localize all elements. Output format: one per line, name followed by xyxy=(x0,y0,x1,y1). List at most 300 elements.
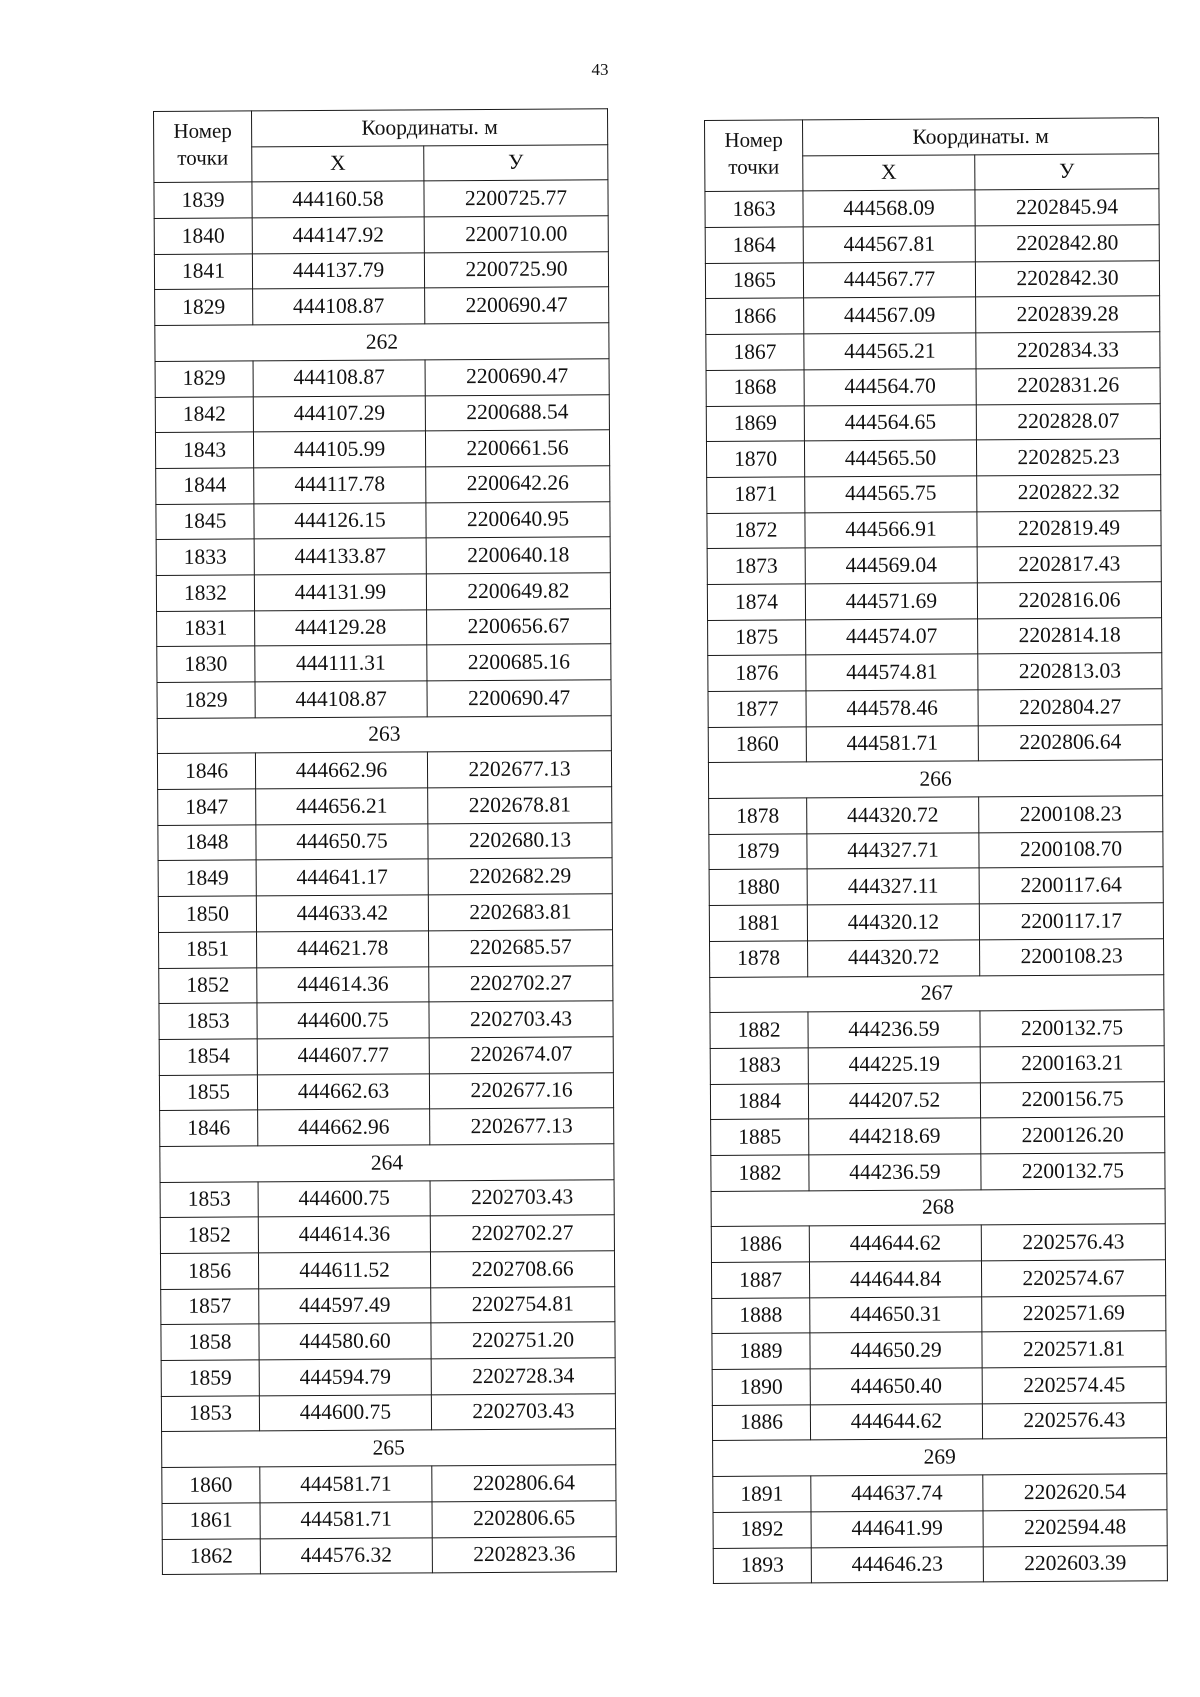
point-number-cell: 1864 xyxy=(705,227,803,263)
y-coordinate-cell: 2202677.13 xyxy=(427,751,611,788)
table-row xyxy=(159,1001,613,1039)
x-coordinate-cell: 444581.71 xyxy=(806,726,978,763)
x-coordinate-cell: 444111.31 xyxy=(255,645,427,682)
x-coordinate-cell: 444117.78 xyxy=(254,467,426,504)
y-coordinate-cell: 2202816.06 xyxy=(977,582,1161,619)
table-row xyxy=(159,930,613,968)
x-coordinate-cell: 444600.75 xyxy=(258,1180,430,1217)
table-row xyxy=(707,510,1161,548)
y-coordinate-cell: 2202845.94 xyxy=(975,189,1159,226)
table-row xyxy=(159,965,613,1003)
y-coordinate-cell: 2200642.26 xyxy=(426,466,610,503)
x-coordinate-cell: 444641.99 xyxy=(811,1511,983,1548)
y-coordinate-cell: 2202594.48 xyxy=(983,1510,1167,1547)
x-coordinate-cell: 444600.75 xyxy=(257,1002,429,1039)
x-coordinate-cell: 444566.91 xyxy=(805,511,977,548)
point-number-cell: 1874 xyxy=(707,584,805,620)
x-coordinate-cell: 444641.17 xyxy=(256,859,428,896)
section-number: 263 xyxy=(157,715,611,753)
y-coordinate-cell: 2202834.33 xyxy=(976,332,1160,369)
x-coordinate-cell: 444633.42 xyxy=(256,895,428,932)
y-coordinate-cell: 2202574.67 xyxy=(981,1260,1165,1297)
point-number-cell: 1852 xyxy=(160,1217,258,1253)
table-row xyxy=(705,189,1159,227)
y-column-header: У xyxy=(424,144,608,181)
x-coordinate-cell: 444614.36 xyxy=(258,1216,430,1253)
x-coordinate-cell: 444581.71 xyxy=(260,1502,432,1539)
point-number-cell: 1840 xyxy=(154,218,252,254)
x-coordinate-cell: 444236.59 xyxy=(808,1011,980,1048)
point-number-cell: 1886 xyxy=(712,1405,810,1441)
table-row xyxy=(707,546,1161,584)
coordinates-table-right xyxy=(704,117,1168,1584)
table-row xyxy=(713,1545,1167,1583)
point-number-cell: 1846 xyxy=(160,1110,258,1146)
table-row xyxy=(713,1474,1167,1512)
y-coordinate-cell: 2200132.75 xyxy=(981,1153,1165,1190)
section-row xyxy=(713,1438,1167,1476)
point-number-cell: 1852 xyxy=(159,967,257,1003)
point-number-cell: 1866 xyxy=(706,298,804,334)
table-row xyxy=(159,1037,613,1075)
x-coordinate-cell: 444564.65 xyxy=(804,404,976,441)
table-row xyxy=(154,216,608,254)
x-coordinate-cell: 444107.29 xyxy=(253,395,425,432)
table-row xyxy=(160,1179,614,1217)
point-number-cell: 1890 xyxy=(712,1369,810,1405)
x-coordinate-cell: 444644.62 xyxy=(809,1225,981,1262)
point-number-cell: 1878 xyxy=(709,798,807,834)
y-coordinate-cell: 2200108.70 xyxy=(979,831,1163,868)
y-coordinate-cell: 2200108.23 xyxy=(979,796,1163,833)
table-row xyxy=(708,689,1162,727)
y-coordinate-cell: 2202680.13 xyxy=(428,822,612,859)
x-coordinate-cell: 444644.62 xyxy=(810,1404,982,1441)
x-coordinate-cell: 444567.77 xyxy=(803,262,975,299)
y-coordinate-cell: 2200690.47 xyxy=(425,359,609,396)
point-number-cell: 1881 xyxy=(709,905,807,941)
y-coordinate-cell: 2202817.43 xyxy=(977,546,1161,583)
table-row xyxy=(711,1260,1165,1298)
point-number-cell: 1830 xyxy=(157,646,255,682)
y-coordinate-cell: 2202683.81 xyxy=(428,894,612,931)
x-coordinate-cell: 444650.40 xyxy=(810,1368,982,1405)
x-coordinate-cell: 444105.99 xyxy=(253,431,425,468)
table-row xyxy=(705,225,1159,263)
y-coordinate-cell: 2200117.64 xyxy=(979,867,1163,904)
point-number-cell: 1843 xyxy=(155,432,253,468)
point-number-cell: 1829 xyxy=(155,289,253,325)
table-row xyxy=(711,1153,1165,1191)
section-row xyxy=(155,323,609,361)
x-coordinate-cell: 444218.69 xyxy=(809,1118,981,1155)
point-number-cell: 1849 xyxy=(158,860,256,896)
y-coordinate-cell: 2202839.28 xyxy=(976,296,1160,333)
x-column-header: X xyxy=(803,155,975,192)
section-number: 269 xyxy=(713,1438,1167,1476)
y-coordinate-cell: 2202819.49 xyxy=(977,510,1161,547)
x-coordinate-cell: 444569.04 xyxy=(805,547,977,584)
y-coordinate-cell: 2200690.47 xyxy=(427,680,611,717)
x-coordinate-cell: 444594.79 xyxy=(259,1359,431,1396)
point-number-cell: 1871 xyxy=(707,477,805,513)
table-row xyxy=(708,653,1162,691)
x-coordinate-cell: 444662.96 xyxy=(255,752,427,789)
table-row xyxy=(162,1465,616,1503)
point-number-cell: 1882 xyxy=(711,1155,809,1191)
x-coordinate-cell: 444320.12 xyxy=(807,904,979,941)
table-row xyxy=(158,787,612,825)
x-coordinate-cell: 444568.09 xyxy=(803,190,975,227)
x-coordinate-cell: 444129.28 xyxy=(255,609,427,646)
table-row xyxy=(162,1536,616,1574)
point-number-cell: 1887 xyxy=(711,1262,809,1298)
point-number-cell: 1883 xyxy=(710,1048,808,1084)
table-row xyxy=(158,894,612,932)
table-row xyxy=(706,439,1160,477)
point-number-cell: 1831 xyxy=(157,611,255,647)
x-coordinate-cell: 444327.11 xyxy=(807,868,979,905)
x-coordinate-cell: 444565.75 xyxy=(805,476,977,513)
y-coordinate-cell: 2202677.16 xyxy=(429,1072,613,1109)
y-coordinate-cell: 2202576.43 xyxy=(982,1402,1166,1439)
table-row xyxy=(160,1108,614,1146)
point-number-cell: 1846 xyxy=(157,753,255,789)
y-coordinate-cell: 2202682.29 xyxy=(428,858,612,895)
table-row xyxy=(708,617,1162,655)
y-coordinate-cell: 2202574.45 xyxy=(982,1367,1166,1404)
x-coordinate-cell: 444600.75 xyxy=(259,1395,431,1432)
point-number-cell: 1889 xyxy=(712,1333,810,1369)
y-coordinate-cell: 2202603.39 xyxy=(983,1545,1167,1582)
y-coordinate-cell: 2200117.17 xyxy=(979,903,1163,940)
table-row xyxy=(160,1251,614,1289)
point-number-cell: 1856 xyxy=(160,1253,258,1289)
x-coordinate-cell: 444574.07 xyxy=(806,618,978,655)
y-coordinate-cell: 2202576.43 xyxy=(981,1224,1165,1261)
point-number-cell: 1862 xyxy=(162,1538,260,1574)
x-coordinate-cell: 444637.74 xyxy=(811,1475,983,1512)
y-coordinate-cell: 2202814.18 xyxy=(978,617,1162,654)
table-row xyxy=(158,858,612,896)
point-number-cell: 1859 xyxy=(161,1360,259,1396)
y-coordinate-cell: 2202678.81 xyxy=(428,787,612,824)
point-number-cell: 1829 xyxy=(157,682,255,718)
table-row xyxy=(155,430,609,468)
table-row xyxy=(706,296,1160,334)
section-number: 262 xyxy=(155,323,609,361)
section-row xyxy=(708,760,1162,798)
x-coordinate-cell: 444650.75 xyxy=(256,824,428,861)
table-row xyxy=(709,831,1163,869)
point-number-cell: 1829 xyxy=(155,361,253,397)
x-coordinate-cell: 444644.84 xyxy=(809,1261,981,1298)
table-row xyxy=(155,394,609,432)
table-row xyxy=(706,403,1160,441)
y-coordinate-cell: 2202728.34 xyxy=(431,1358,615,1395)
table-row xyxy=(156,501,610,539)
x-coordinate-cell: 444581.71 xyxy=(260,1466,432,1503)
x-coordinate-cell: 444580.60 xyxy=(259,1323,431,1360)
section-row xyxy=(160,1144,614,1182)
coordinates-table-left xyxy=(153,108,617,1575)
point-number-cell: 1865 xyxy=(705,263,803,299)
y-coordinate-cell: 2202825.23 xyxy=(976,439,1160,476)
x-coordinate-cell: 444126.15 xyxy=(254,502,426,539)
point-number-cell: 1870 xyxy=(706,441,804,477)
point-number-cell: 1860 xyxy=(162,1467,260,1503)
x-coordinate-cell: 444133.87 xyxy=(254,538,426,575)
x-coordinate-cell: 444564.70 xyxy=(804,369,976,406)
x-coordinate-cell: 444327.71 xyxy=(807,833,979,870)
table-row xyxy=(162,1501,616,1539)
x-coordinate-cell: 444108.87 xyxy=(253,288,425,325)
page-number: 43 xyxy=(591,60,609,79)
table-row xyxy=(710,1046,1164,1084)
point-number-cell: 1853 xyxy=(161,1396,259,1432)
x-coordinate-cell: 444656.21 xyxy=(256,788,428,825)
point-number-cell: 1863 xyxy=(705,191,803,227)
y-coordinate-cell: 2202813.03 xyxy=(978,653,1162,690)
table-row xyxy=(154,180,608,218)
table-body-left xyxy=(154,180,616,1575)
x-coordinate-cell: 444662.96 xyxy=(258,1109,430,1146)
x-coordinate-cell: 444236.59 xyxy=(809,1154,981,1191)
x-coordinate-cell: 444574.81 xyxy=(806,654,978,691)
table-row xyxy=(712,1367,1166,1405)
table-row xyxy=(708,724,1162,762)
point-number-cell: 1832 xyxy=(156,575,254,611)
y-coordinate-cell: 2202842.80 xyxy=(975,225,1159,262)
table-row xyxy=(713,1510,1167,1548)
table-row xyxy=(712,1402,1166,1440)
x-coordinate-cell: 444614.36 xyxy=(257,966,429,1003)
point-number-cell: 1858 xyxy=(161,1324,259,1360)
point-number-cell: 1847 xyxy=(158,789,256,825)
y-coordinate-cell: 2202831.26 xyxy=(976,368,1160,405)
point-number-cell: 1880 xyxy=(709,869,807,905)
x-coordinate-cell: 444567.81 xyxy=(803,226,975,263)
y-coordinate-cell: 2200156.75 xyxy=(980,1081,1164,1118)
section-number: 268 xyxy=(711,1188,1165,1226)
point-number-cell: 1857 xyxy=(161,1289,259,1325)
y-coordinate-cell: 2200661.56 xyxy=(425,430,609,467)
table-row xyxy=(707,475,1161,513)
table-row xyxy=(711,1224,1165,1262)
table-row xyxy=(710,1010,1164,1048)
y-coordinate-cell: 2200649.82 xyxy=(426,573,610,610)
y-coordinate-cell: 2200108.23 xyxy=(980,939,1164,976)
x-coordinate-cell: 444160.58 xyxy=(252,181,424,218)
point-number-cell: 1876 xyxy=(708,655,806,691)
y-coordinate-cell: 2202620.54 xyxy=(983,1474,1167,1511)
y-coordinate-cell: 2202677.13 xyxy=(430,1108,614,1145)
x-coordinate-cell: 444108.87 xyxy=(255,681,427,718)
table-row xyxy=(712,1295,1166,1333)
point-number-cell: 1891 xyxy=(713,1476,811,1512)
y-coordinate-cell: 2202702.27 xyxy=(429,965,613,1002)
y-coordinate-cell: 2200640.95 xyxy=(426,501,610,538)
table-row xyxy=(712,1331,1166,1369)
section-number: 266 xyxy=(708,760,1162,798)
point-number-cell: 1875 xyxy=(708,620,806,656)
point-number-cell: 1842 xyxy=(155,396,253,432)
point-number-cell: 1877 xyxy=(708,691,806,727)
table-row xyxy=(706,332,1160,370)
table-row xyxy=(159,1072,613,1110)
section-row xyxy=(162,1429,616,1467)
x-column-header: X xyxy=(252,146,424,183)
x-coordinate-cell: 444565.21 xyxy=(804,333,976,370)
table-row xyxy=(156,573,610,611)
point-number-cell: 1853 xyxy=(159,1003,257,1039)
y-coordinate-cell: 2202804.27 xyxy=(978,689,1162,726)
y-coordinate-cell: 2202571.81 xyxy=(982,1331,1166,1368)
x-coordinate-cell: 444578.46 xyxy=(806,690,978,727)
y-coordinate-cell: 2200132.75 xyxy=(980,1010,1164,1047)
table-row xyxy=(154,251,608,289)
x-coordinate-cell: 444611.52 xyxy=(258,1252,430,1289)
table-row xyxy=(160,1215,614,1253)
point-number-cell: 1884 xyxy=(710,1083,808,1119)
point-number-cell: 1867 xyxy=(706,334,804,370)
y-coordinate-cell: 2200688.54 xyxy=(425,394,609,431)
y-coordinate-cell: 2202674.07 xyxy=(429,1037,613,1074)
coordinates-header: Координаты. м xyxy=(803,118,1159,156)
x-coordinate-cell: 444650.29 xyxy=(810,1332,982,1369)
point-number-cell: 1845 xyxy=(156,503,254,539)
point-number-cell: 1844 xyxy=(156,468,254,504)
x-coordinate-cell: 444567.09 xyxy=(804,297,976,334)
section-row xyxy=(711,1188,1165,1226)
x-coordinate-cell: 444662.63 xyxy=(257,1073,429,1110)
y-coordinate-cell: 2202751.20 xyxy=(431,1322,615,1359)
y-coordinate-cell: 2202571.69 xyxy=(982,1295,1166,1332)
table-row xyxy=(157,751,611,789)
point-number-cell: 1885 xyxy=(711,1119,809,1155)
point-number-cell: 1873 xyxy=(707,548,805,584)
point-number-cell: 1869 xyxy=(706,405,804,441)
point-number-header: Номер точки xyxy=(705,120,803,192)
y-coordinate-cell: 2202842.30 xyxy=(975,260,1159,297)
x-coordinate-cell: 444607.77 xyxy=(257,1038,429,1075)
y-coordinate-cell: 2200685.16 xyxy=(427,644,611,681)
table-row xyxy=(161,1393,615,1431)
y-coordinate-cell: 2202703.43 xyxy=(430,1179,614,1216)
table-row xyxy=(157,680,611,718)
x-coordinate-cell: 444320.72 xyxy=(807,797,979,834)
table-row xyxy=(155,287,609,325)
x-coordinate-cell: 444108.87 xyxy=(253,360,425,397)
point-number-cell: 1892 xyxy=(713,1512,811,1548)
coordinates-header: Координаты. м xyxy=(252,109,608,147)
table-row xyxy=(156,537,610,575)
y-coordinate-cell: 2202703.43 xyxy=(431,1393,615,1430)
y-coordinate-cell: 2202822.32 xyxy=(977,475,1161,512)
point-number-cell: 1882 xyxy=(710,1012,808,1048)
point-number-header: Номер точки xyxy=(154,111,252,183)
table-row xyxy=(158,822,612,860)
y-coordinate-cell: 2202806.64 xyxy=(978,724,1162,761)
y-coordinate-cell: 2200126.20 xyxy=(981,1117,1165,1154)
y-coordinate-cell: 2200725.90 xyxy=(424,251,608,288)
y-coordinate-cell: 2202702.27 xyxy=(430,1215,614,1252)
table-row xyxy=(705,260,1159,298)
table-row xyxy=(157,644,611,682)
y-coordinate-cell: 2202708.66 xyxy=(430,1251,614,1288)
table-row xyxy=(161,1322,615,1360)
x-coordinate-cell: 444147.92 xyxy=(252,217,424,254)
table-row xyxy=(709,903,1163,941)
y-coordinate-cell: 2200710.00 xyxy=(424,216,608,253)
point-number-cell: 1848 xyxy=(158,825,256,861)
x-coordinate-cell: 444131.99 xyxy=(254,574,426,611)
point-number-cell: 1872 xyxy=(707,512,805,548)
point-number-cell: 1833 xyxy=(156,539,254,575)
point-number-cell: 1868 xyxy=(706,370,804,406)
table-row xyxy=(710,1081,1164,1119)
table-row xyxy=(157,608,611,646)
point-number-cell: 1893 xyxy=(713,1547,811,1583)
point-number-cell: 1853 xyxy=(160,1182,258,1218)
x-coordinate-cell: 444565.50 xyxy=(804,440,976,477)
point-number-cell: 1851 xyxy=(159,932,257,968)
section-number: 265 xyxy=(162,1429,616,1467)
y-coordinate-cell: 2202806.65 xyxy=(432,1501,616,1538)
x-coordinate-cell: 444576.32 xyxy=(260,1537,432,1574)
table-row xyxy=(706,368,1160,406)
y-coordinate-cell: 2200725.77 xyxy=(424,180,608,217)
point-number-cell: 1855 xyxy=(159,1074,257,1110)
y-coordinate-cell: 2202685.57 xyxy=(429,930,613,967)
point-number-cell: 1850 xyxy=(158,896,256,932)
point-number-cell: 1879 xyxy=(709,834,807,870)
point-number-cell: 1839 xyxy=(154,182,252,218)
y-coordinate-cell: 2200163.21 xyxy=(980,1046,1164,1083)
y-coordinate-cell: 2200640.18 xyxy=(426,537,610,574)
table-row xyxy=(155,359,609,397)
y-coordinate-cell: 2202754.81 xyxy=(431,1286,615,1323)
section-row xyxy=(157,715,611,753)
x-coordinate-cell: 444646.23 xyxy=(811,1546,983,1583)
x-coordinate-cell: 444597.49 xyxy=(259,1288,431,1325)
table-row xyxy=(710,939,1164,977)
section-number: 267 xyxy=(710,974,1164,1012)
table-row xyxy=(711,1117,1165,1155)
y-coordinate-cell: 2200656.67 xyxy=(427,608,611,645)
x-coordinate-cell: 444320.72 xyxy=(808,940,980,977)
section-number: 264 xyxy=(160,1144,614,1182)
table-body-right xyxy=(705,189,1167,1584)
x-coordinate-cell: 444137.79 xyxy=(252,253,424,290)
x-coordinate-cell: 444621.78 xyxy=(257,931,429,968)
table-row xyxy=(707,582,1161,620)
y-coordinate-cell: 2202703.43 xyxy=(429,1001,613,1038)
table-row xyxy=(709,867,1163,905)
point-number-cell: 1886 xyxy=(711,1226,809,1262)
y-coordinate-cell: 2200690.47 xyxy=(425,287,609,324)
point-number-cell: 1841 xyxy=(154,254,252,290)
x-coordinate-cell: 444650.31 xyxy=(810,1297,982,1334)
point-number-cell: 1860 xyxy=(708,727,806,763)
y-coordinate-cell: 2202828.07 xyxy=(976,403,1160,440)
table-row xyxy=(161,1358,615,1396)
y-column-header: У xyxy=(975,153,1159,190)
y-coordinate-cell: 2202823.36 xyxy=(432,1536,616,1573)
point-number-cell: 1854 xyxy=(159,1039,257,1075)
table-row xyxy=(709,796,1163,834)
y-coordinate-cell: 2202806.64 xyxy=(432,1465,616,1502)
